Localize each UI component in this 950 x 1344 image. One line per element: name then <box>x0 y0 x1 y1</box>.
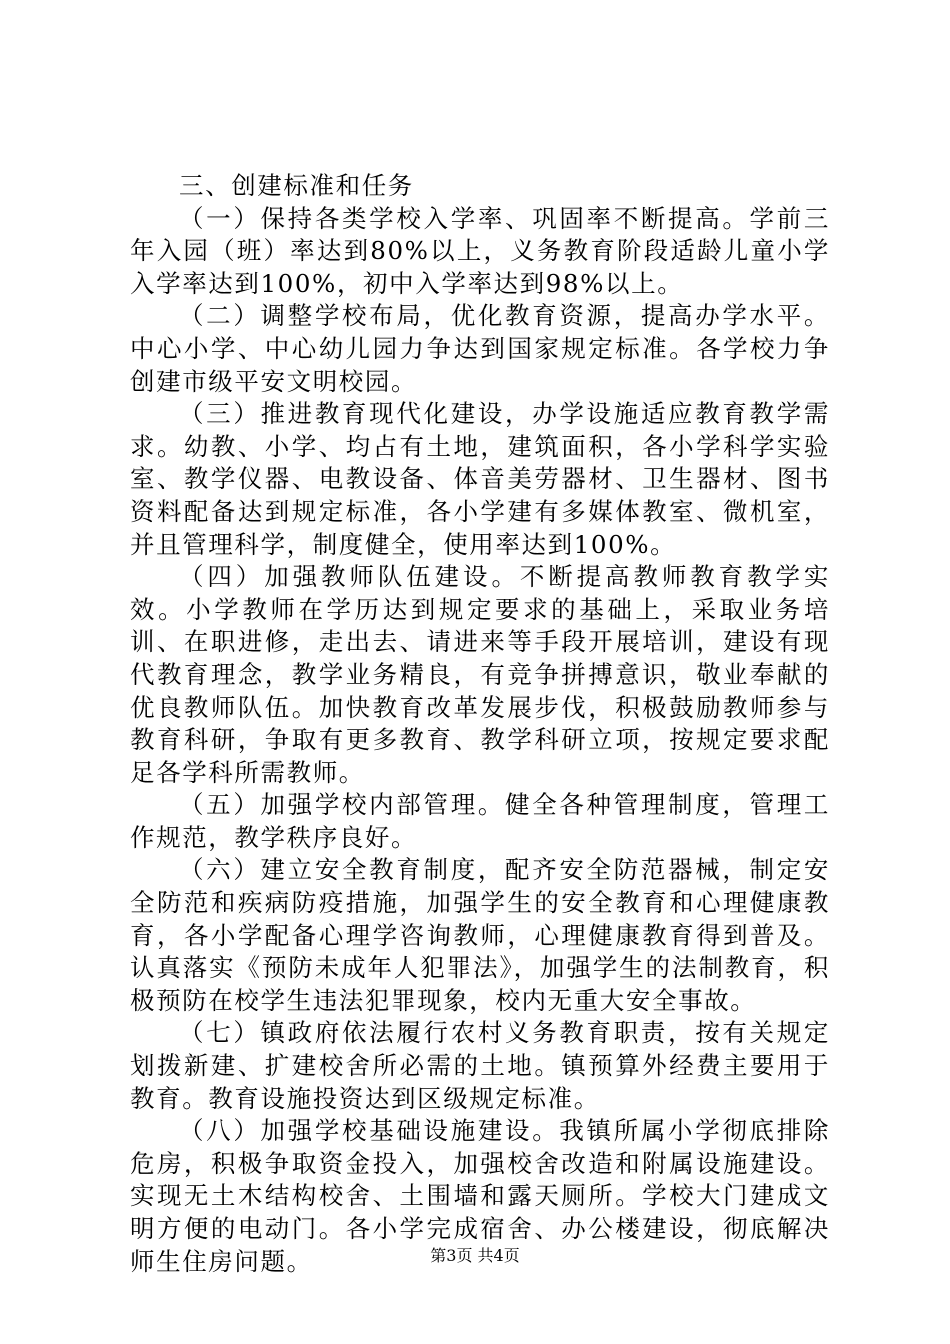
paragraph-1: （一）保持各类学校入学率、巩固率不断提高。学前三年入园（班）率达到80%以上，义务教育阶段适龄儿童小学入学率达到100%，初中入学率达到98%以上。 <box>130 203 830 298</box>
page-number-footer: 第3页 共4页 <box>430 1246 520 1265</box>
paragraph-2: （二）调整学校布局，优化教育资源，提高办学水平。中心小学、中心幼儿园力争达到国家规定标准。各学校力争创建市级平安文明校园。 <box>130 301 830 396</box>
paragraph-8: （八）加强学校基础设施建设。我镇所属小学彻底排除危房，积极争取资金投入，加强校舍改造和附属设施建设。实现无土木结构校舍、土围墙和露天厕所。学校大门建成文明方便的电动门。各小学完成宿舍、办公楼建设，彻底解决师生住房问题。 <box>130 1116 830 1276</box>
document-body <box>130 170 830 1278</box>
paragraph-5: （五）加强学校内部管理。健全各种管理制度，管理工作规范，教学秩序良好。 <box>130 790 830 852</box>
paragraph-6: （六）建立安全教育制度，配齐安全防范器械，制定安全防范和疾病防疫措施，加强学生的安全教育和心理健康教育，各小学配备心理学咨询教师，心理健康教育得到普及。认真落实《预防未成年人犯罪法》，加强学生的法制教育，积极预防在校学生违法犯罪现象，校内无重大安全事故。 <box>130 855 830 1015</box>
paragraph-4: （四）加强教师队伍建设。不断提高教师教育教学实效。小学教师在学历达到规定要求的基础上，采取业务培训、在职进修，走出去、请进来等手段开展培训，建设有现代教育理念，教学业务精良，有竞争拼搏意识，敬业奉献的优良教师队伍。加快教育改革发展步伐，积极鼓励教师参与教育科研，争取有更多教育、教学科研立项，按规定要求配足各学科所需教师。 <box>130 562 830 787</box>
section-heading: 三、创建标准和任务 <box>179 171 414 200</box>
paragraph-7: （七）镇政府依法履行农村义务教育职责，按有关规定划拨新建、扩建校舍所必需的土地。镇预算外经费主要用于教育。教育设施投资达到区级规定标准。 <box>130 1018 830 1113</box>
paragraph-3: （三）推进教育现代化建设，办学设施适应教育教学需求。幼教、小学、均占有土地，建筑面积，各小学科学实验室、教学仪器、电教设备、体音美劳器材、卫生器材、图书资料配备达到规定标准，各小学建有多媒体教室、微机室，并且管理科学，制度健全，使用率达到100%。 <box>130 399 830 559</box>
